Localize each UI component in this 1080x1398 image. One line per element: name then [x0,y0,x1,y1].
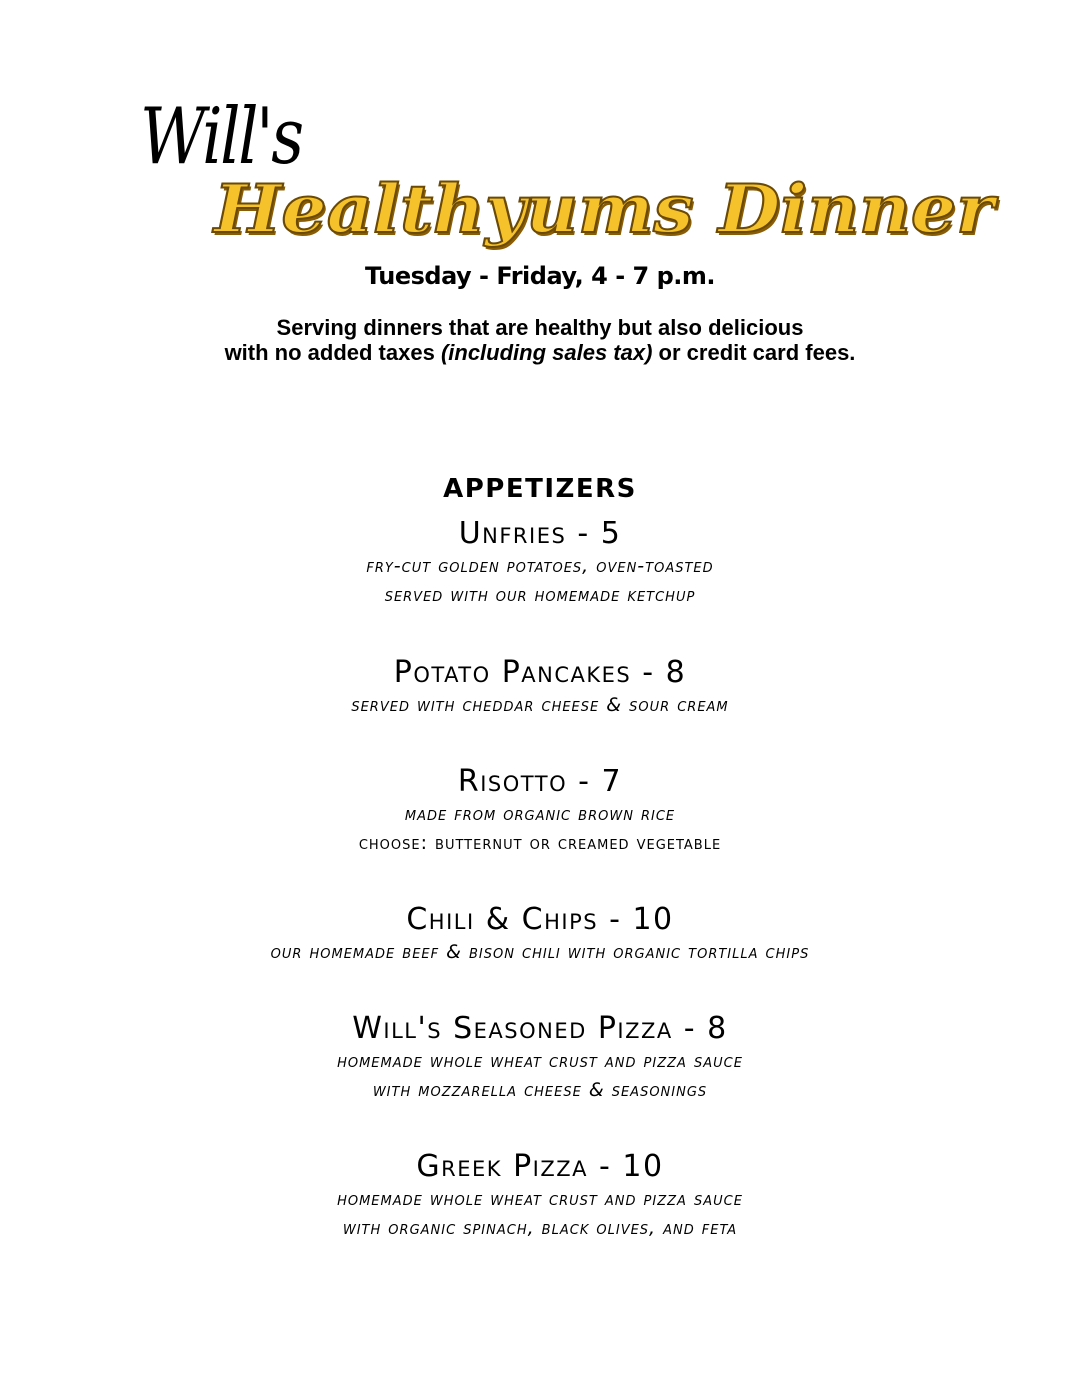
logo-script-wills: Will's [140,92,302,182]
tagline-line-1: Serving dinners that are healthy but also delicious [276,315,804,340]
menu-item-potato-pancakes [0,655,1080,720]
tagline-emphasis: (including sales tax) [440,340,653,365]
logo-title: Healthyums Dinner [214,170,994,248]
item-description: made from organic brown rice [404,803,676,825]
menu-item-chili-chips [0,902,1080,967]
hours-text: Tuesday - Friday, 4 - 7 p.m. [365,262,715,290]
tagline [0,315,1080,365]
item-description: fry-cut golden potatoes, oven-toasted [366,555,714,577]
item-description: served with our homemade ketchup [384,584,696,606]
menu-item-seasoned-pizza [0,1011,1080,1105]
section-title: APPETIZERS [443,474,637,504]
item-description: homemade whole wheat crust and pizza sauce [337,1188,743,1210]
item-description: served with cheddar cheese & sour cream [351,694,729,716]
item-name: Potato Pancakes - 8 [393,655,687,690]
menu-item-unfries [0,516,1080,610]
menu-item-greek-pizza [0,1149,1080,1243]
item-name: Chili & Chips - 10 [406,902,674,937]
tagline-line-2-start: with no added taxes [224,340,441,365]
tagline-line-2 [0,340,1080,365]
menu-item-risotto [0,764,1080,858]
item-description: choose: butternut or creamed vegetable [358,832,722,854]
item-name: Unfries - 5 [458,516,622,551]
item-description: homemade whole wheat crust and pizza sauce [337,1050,743,1072]
item-name: Will's Seasoned Pizza - 8 [352,1011,728,1046]
item-description: with mozzarella cheese & seasonings [372,1079,708,1101]
item-description: with organic spinach, black olives, and feta [342,1217,738,1239]
item-description: our homemade beef & bison chili with organic tortilla chips [270,941,810,963]
tagline-line-2-end: or credit card fees. [652,340,856,365]
item-name: Risotto - 7 [457,764,623,799]
item-name: Greek Pizza - 10 [416,1149,664,1184]
